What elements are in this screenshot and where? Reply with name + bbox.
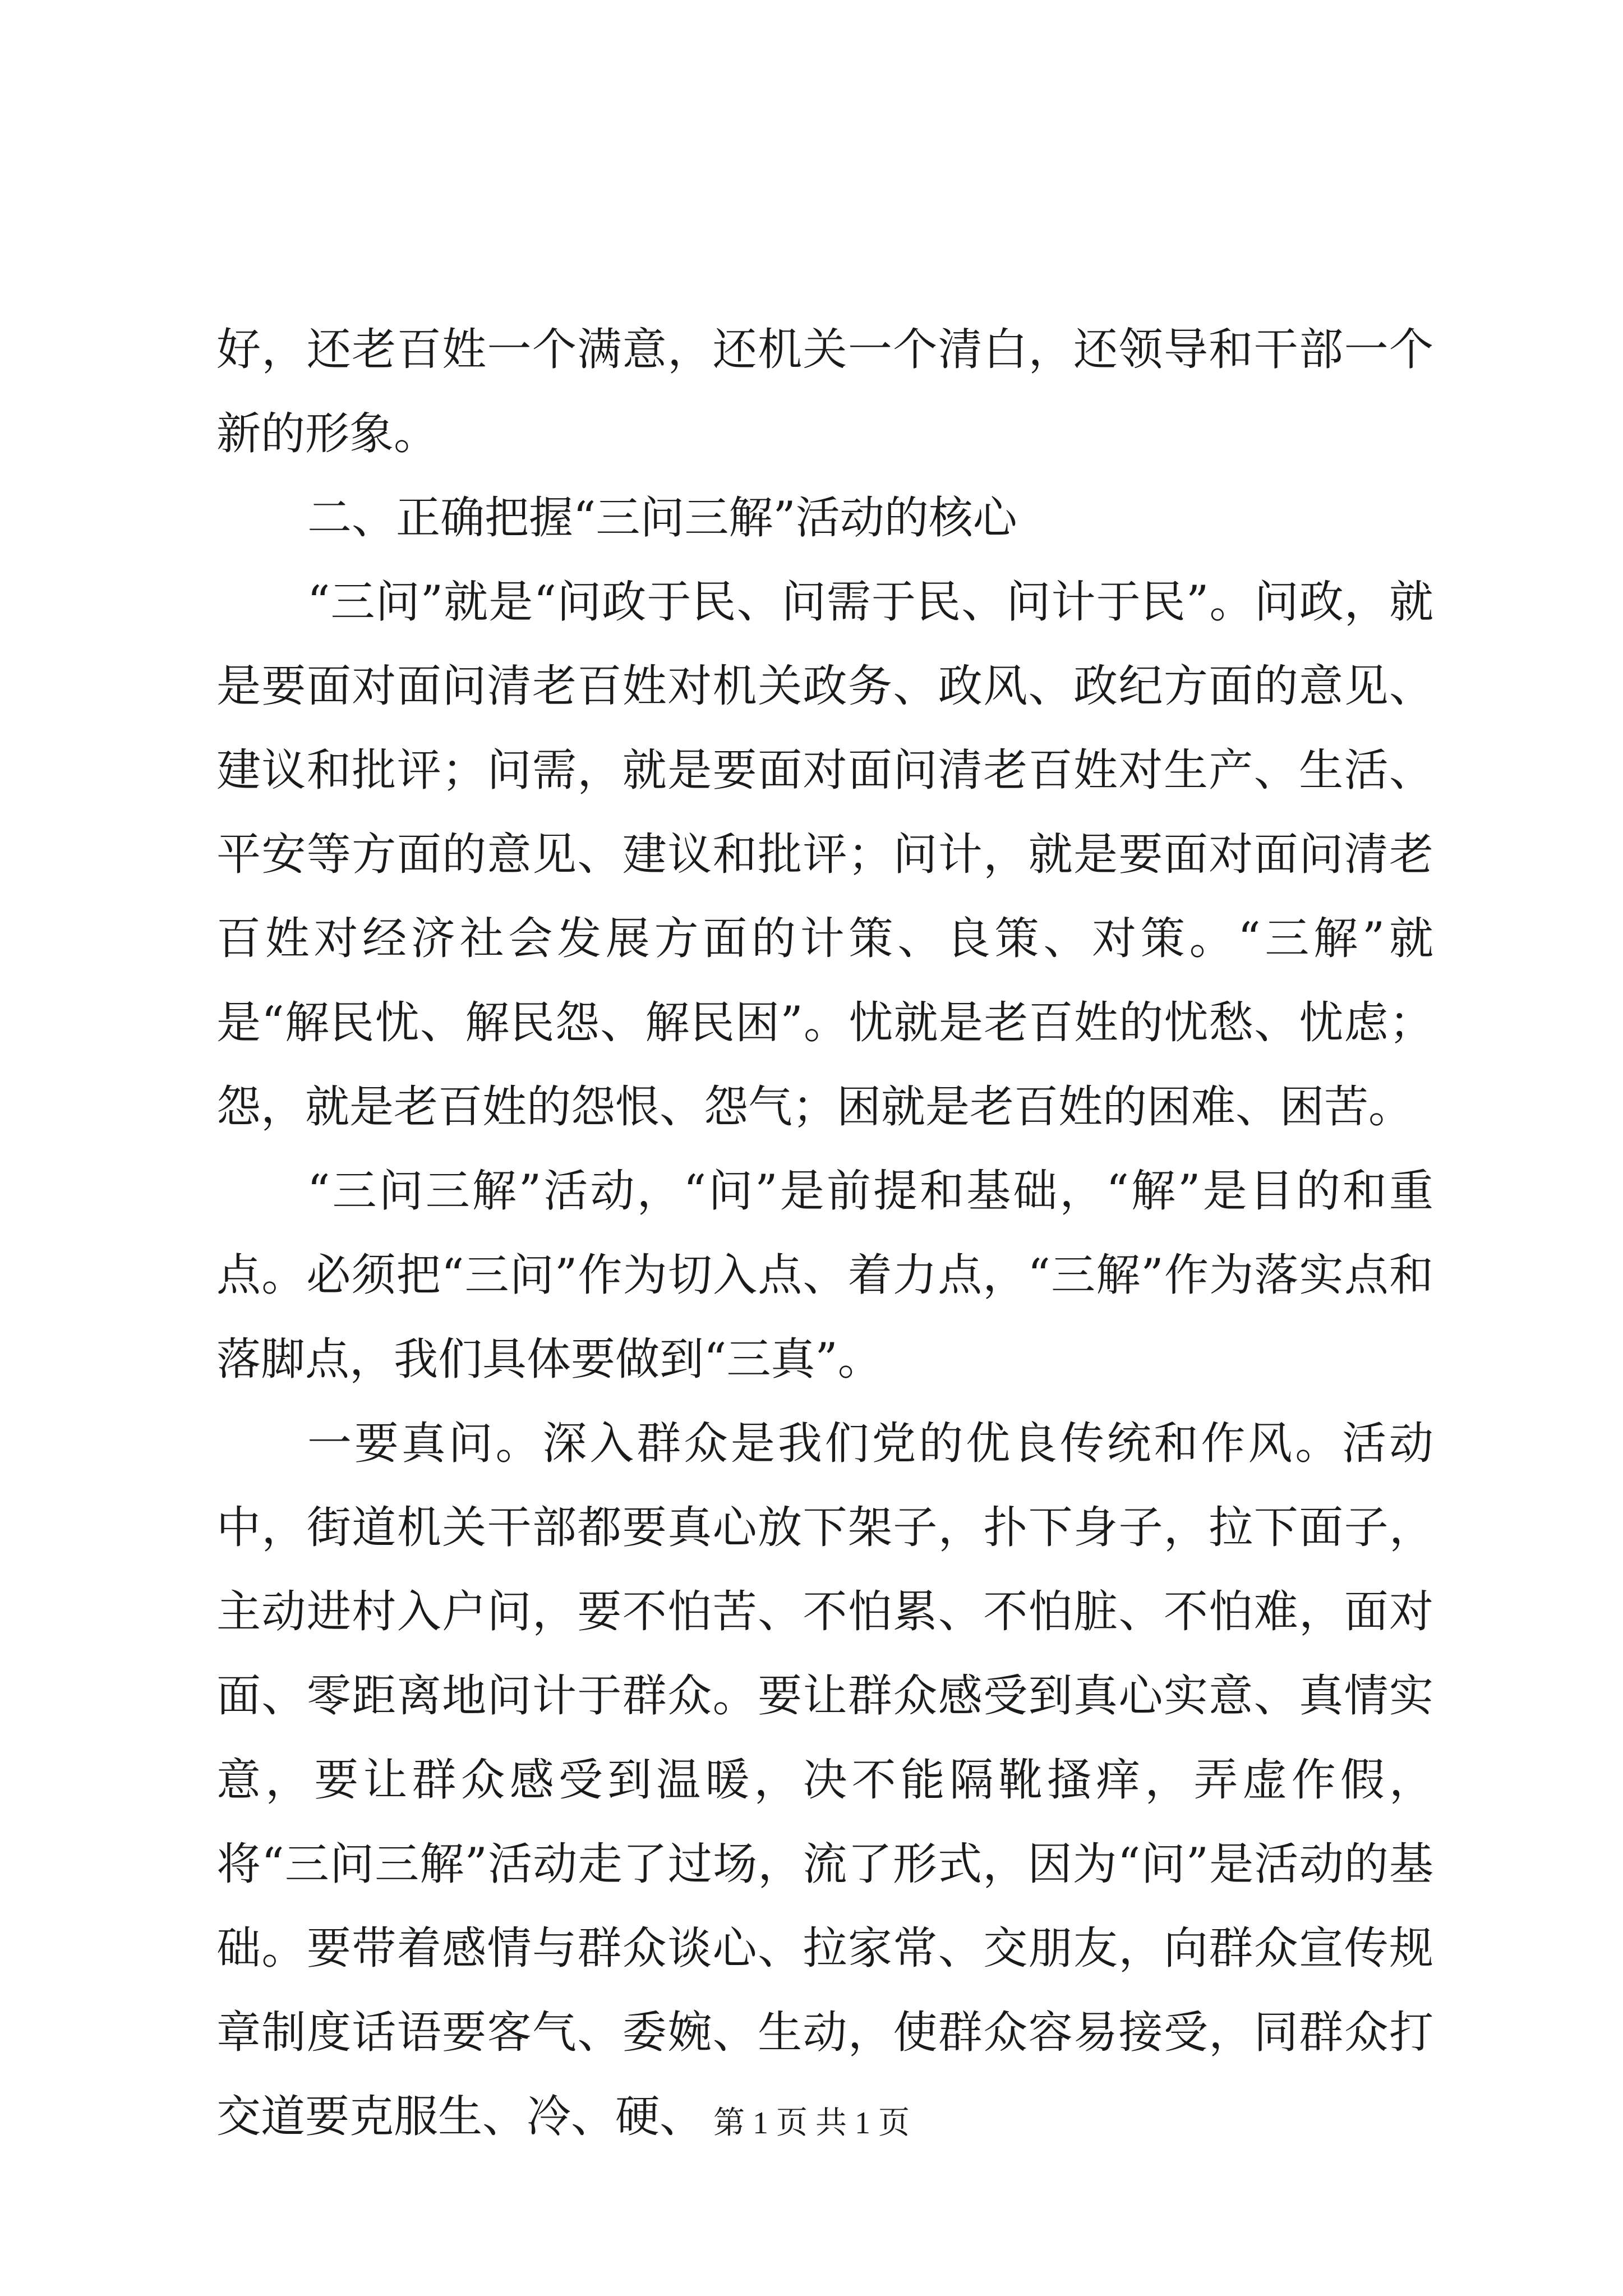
section-heading: 二、正确把握“三问三解”活动的核心	[307, 492, 1017, 544]
document-body	[216, 307, 1433, 2159]
paragraph-3: “三问”就是“问政于民、问需于民、问计于民”。问政，就是要面对面问清老百姓对机关政务、政风、政纪方面的意见、建议和批评；问需，就是要面对面问清老百姓对生产、生活、平安等方面的意见、建议和批评；问计，就是要面对面问清老百姓对经济社会发展方面的计策、良策、对策。“三解”就是“解民忧、解民怨、解民困”。忧就是老百姓的忧愁、忧虑；怨，就是老百姓的怨恨、怨气；困就是老百姓的困难、困苦。	[216, 576, 1433, 1133]
paragraph-1: 好，还老百姓一个满意，还机关一个清白，还领导和干部一个新的形象。	[216, 324, 1433, 459]
paragraph-4: “三问三解”活动，“问”是前提和基础，“解”是目的和重点。必须把“三问”作为切入点、着力点，“三解”作为落实点和落脚点，我们具体要做到“三真”。	[216, 1165, 1433, 1385]
page-footer: 第 1 页 共 1 页	[713, 2106, 910, 2141]
paragraph-5: 一要真问。深入群众是我们党的优良传统和作风。活动中，街道机关干部都要真心放下架子，扑下身子，拉下面子，主动进村入户问，要不怕苦、不怕累、不怕脏、不怕难，面对面、零距离地问计于群众。要让群众感受到真心实意、真情实意，要让群众感受到温暖，决不能隔靴搔痒，弄虚作假，将“三问三解”活动走了过场，流了形式，因为“问”是活动的基础。要带着感情与群众谈心、拉家常、交朋友，向群众宣传规章制度话语要客气、委婉、生动，使群众容易接受，同群众打交道要克服生、冷、硬、	[216, 1418, 1433, 2142]
